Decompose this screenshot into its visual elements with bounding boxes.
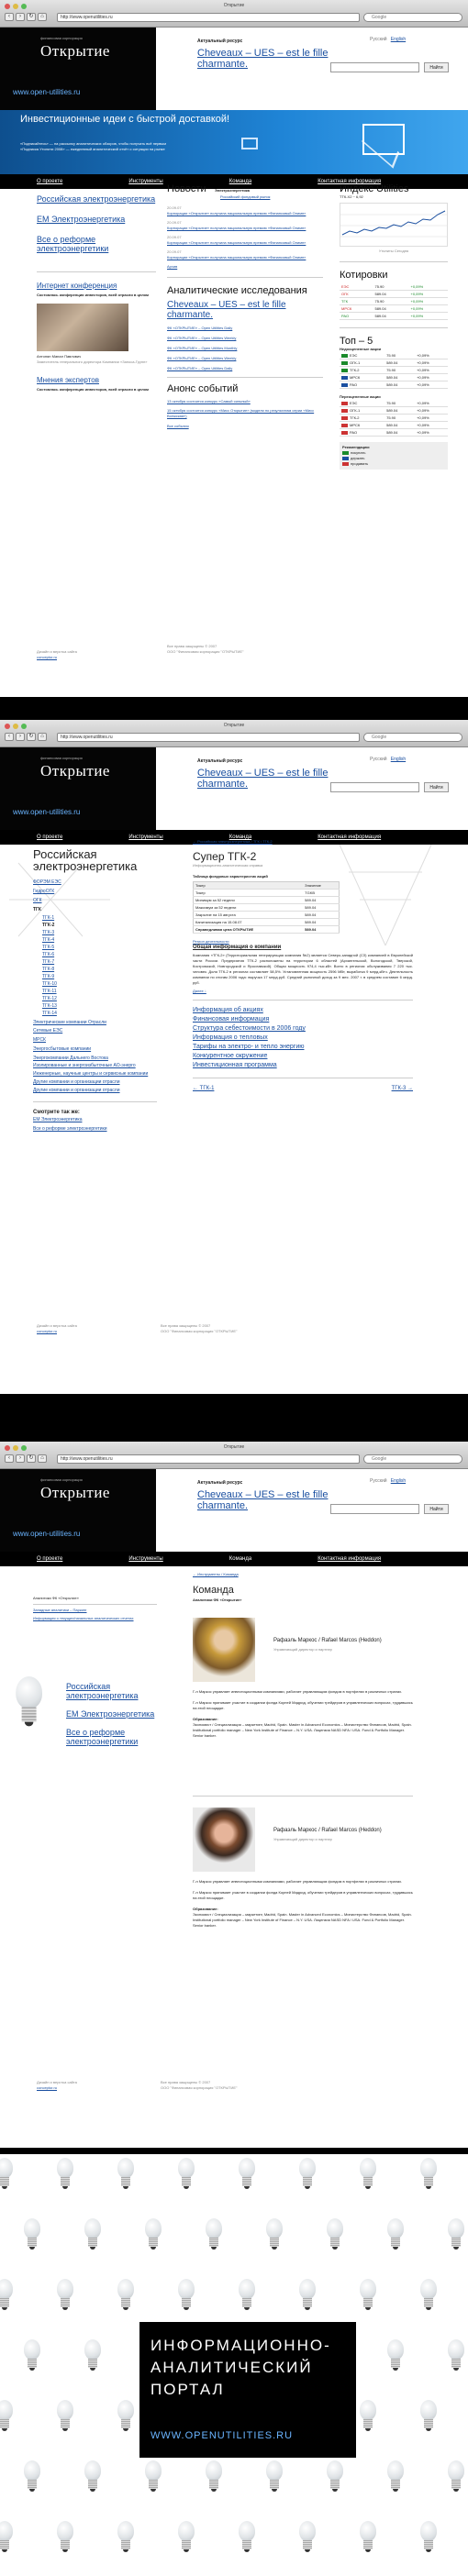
bulb-icon: [116, 2400, 136, 2435]
bulb-icon: [204, 2460, 224, 2495]
browser-search-input[interactable]: Google: [363, 13, 462, 22]
page-title: Команда: [193, 1585, 234, 1596]
back-icon[interactable]: ‹: [5, 733, 14, 741]
analyst-photo: [193, 1618, 255, 1682]
quote-row[interactable]: РАО 589.04 +0,09%: [340, 313, 448, 320]
nav-subitem[interactable]: ТГК-5: [42, 945, 55, 950]
banner-title: Инвестиционные идеи с быстрой доставкой!: [20, 114, 230, 125]
news-list: [167, 205, 323, 260]
footer-rights: Все права защищены © 2007 ООО "Финансовая корпорация "ОТКРЫТИЕ": [167, 644, 244, 654]
main-menu: [0, 1552, 468, 1566]
nav-subitem[interactable]: ТГК-6: [42, 952, 55, 957]
bulb-icon: [358, 2521, 378, 2556]
bulb-icon: [418, 2279, 439, 2314]
news-tab-energy[interactable]: Электроэнергетика: [214, 188, 251, 193]
analysts-header: Аналитики ФК «Открытие»: [193, 1598, 242, 1602]
stock-table: [193, 881, 340, 934]
footer-design: Дизайн и верстка сайта conceptor.ru: [37, 649, 77, 659]
bulb-icon: [358, 2279, 378, 2314]
nav-subitem[interactable]: ТГК-11: [42, 989, 57, 994]
research-item[interactable]: ФК «ОТКРЫТИЕ» – Open Utilities Weekly: [167, 356, 237, 360]
company-description: Компания «ТГК-2» (Территориальная генерирующая компания №2) является Северо-западной (СЗ) компанией в Европейской части России. Предприятия ТГК-2 расположены на территории 6 областей (Архангельской, Вологодской, Тверской, Костромской, Новгородской и Ярославской). Общая мощность 974,4 тыс.кВт. Всего в регионах обслуживания 7 220 тыс. человек. Доля ТГК-2 в регионах составляет 58,5%. Установленная мощность 2596 МВт, выработка 9 млрд.кВтч. Деятельность компании по итогам 2006 года: выручка 17 млрд.руб. Средний рыночный доход за 9 мес. 2007 г. в среднем составил 6 млрд. руб.: [193, 953, 413, 985]
screen-tgk2: Открытие ‹ › ↻ ⌂ http://www.openutilities.ru Google финансовая корпорация Открытие www.open-utilities.ru Актуальный ресурс Cheveaux – UES – est le fille charmante. Русский English Найти О проекте Инструменты Команда Контактная информация Российская электроэнергетика ФОРЭМ ЕЭС ГидроОГК ОГК ТГК ТГК-1 ТГК-2 ТГК-3 ТГК-4 ТГК-5 ТГК-6 ТГК-7 ТГК-8 ТГК-9 ТГК-10 ТГК-11 ТГК-12 ТГК-13 ТГК-14 Электрические компании Отрасли Сетевые ЕЭС МРСК Энергосбытовые компании Энергокомпании Дальнего Востока Изолированные и энергоизбыточные АО-энерго Инженерные, научные центры и сервисные компании Другие компании и организации отрасли Другие компании и организации отрасли Смотрите так же: ЕМ Электроэнергетика Все о реформе электроэнергетики ← Российская электроэнергетика / ТГК / ТГК-2 Супер ТГК-2 Информационно-аналитическая справка Таблица фондовых характеристик акций Тикер Значение Тикер TGKB Минимум за 52 недели 589.04 Максимум за 52 недели 589.04 Закрытие на 15 августа 589.04 Капитализация на 15.08.07 589.04 Справедливая цена ОТКРЫТИЕ 589.04 Регион деятельности Общая информация о компании Компания «ТГК-2» (Территориальная генерирующая компания №2) является Северо-западной (СЗ) компанией в Европейской части России. Предприятия ТГК-2 расположены на территории 6 областей (Архангельской, Вологодской, Тверской, Костромской, Новгородской и Ярославской). Общая мощность 974,4 тыс.кВт. Всего в регионах обслуживания 7 220 тыс. человек. Доля ТГК-2 в регионах составляет 58,5%. Установленная мощность 2596 МВт, выработка 9 млрд.кВтч. Деятельность компании по итогам 2006 года: выручка 17 млрд.руб. Средний рыночный доход за 9 мес. 2007 г. в среднем составил 6 млрд. руб. Далее ↓ Информация об акциях Финансовая информация Структура себестоимости в 2006 году Информация о тепловых Тарифы на электро- и тепло энергию Конкурентное окружение Инвестиционная программа ← ТГК-1 ТГК-3 → Дизайн и верстка сайта conceptor.ru Все права защищены © 2007 ООО "Финансовая корпорация "ОТКРЫТИЕ": [0, 720, 468, 1394]
table-row: Справедливая цена ОТКРЫТИЕ 589.04: [194, 926, 340, 934]
search-button[interactable]: Найти: [424, 782, 449, 792]
top5-row[interactable]: ЕЭС 75.90 +0,09%: [340, 352, 448, 359]
bulb-icon: [176, 2158, 196, 2193]
top5-row[interactable]: ЕЭС 75.90 +0,09%: [340, 400, 448, 407]
lang-en[interactable]: English: [390, 37, 407, 42]
analyst-card: [193, 1618, 413, 1792]
analysts-left-title: Аналитики ФК «Открытие»: [33, 1596, 79, 1600]
analyst-bio: Г-н Маркос управляет инвестиционными компаниями, работает управляющим фондом в портфелях в различных странах. Г-н Маркос принимает участие в создании фонда Корней Мадрид, обучении трейдеров в управленческих вопросах, трудившись на этой площадке. Образование: Экономист / Специализация – маркетинг, Madrid, Spain. Master in Advanced Economics – Министерство Финансов, Madrid, Spain. Institutional portfolio manager – New York Institute of Finance – N.Y. USA. Лицензия NASD NFA / USA. Fund & Portfolio Manager. Senior banker.: [193, 1879, 413, 1928]
table-row: Тикер TGKB: [194, 890, 340, 897]
left-link-reform[interactable]: Все о реформе электроэнергетики: [66, 1728, 139, 1746]
lang-en[interactable]: English: [390, 757, 407, 762]
browser-toolbar: Открытие ‹ › ↻ ⌂ http://www.openutilities.ru Google: [0, 720, 468, 747]
fund-link[interactable]: Cheveaux – UES – est le fille charmante.: [197, 1489, 329, 1511]
quotes-table: [340, 283, 448, 320]
menu-about[interactable]: О проекте: [37, 1556, 63, 1562]
see-also-link[interactable]: ЕМ Электроэнергетика: [33, 1117, 83, 1122]
quote-row[interactable]: ЕЭС 75.90 +0,09%: [340, 283, 448, 291]
top5-row[interactable]: РАО 589.04 +0,09%: [340, 429, 448, 437]
menu-about[interactable]: О проекте: [37, 835, 63, 840]
analyst-role: Управляющий директор и партнер: [273, 1837, 332, 1841]
menu-team[interactable]: Команда: [228, 1556, 252, 1562]
poster-url[interactable]: WWW.OPENUTILITIES.RU: [150, 2430, 294, 2441]
logo-brand: Открытие: [40, 42, 110, 60]
address-bar[interactable]: http://www.openutilities.ru: [57, 1454, 360, 1464]
info-link[interactable]: Финансовая информация: [193, 1016, 270, 1023]
top5-row[interactable]: ТГК-2 75.90 +0,09%: [340, 415, 448, 422]
menu-about[interactable]: О проекте: [37, 179, 63, 184]
footer-rights: Все права защищены © 2007 ООО "Финансовая корпорация "ОТКРЫТИЕ": [161, 1323, 238, 1333]
person-photo: [37, 304, 128, 351]
general-info-link[interactable]: Общая информация о компании: [193, 945, 282, 950]
footer-rights: Все права защищены © 2007 ООО "Финансовая корпорация "ОТКРЫТИЕ": [161, 2080, 238, 2090]
bulb-icon: [418, 2521, 439, 2556]
top5-row[interactable]: ТГК-2 75.90 +0,09%: [340, 367, 448, 374]
browser-search-input[interactable]: Google: [363, 733, 462, 742]
left-link-russian[interactable]: Российская электроэнергетика: [66, 1682, 139, 1700]
address-bar[interactable]: http://www.openutilities.ru: [57, 13, 360, 22]
top5-row[interactable]: РАО 589.04 +0,09%: [340, 381, 448, 389]
person-name: Антонян Манал Павлович: [37, 354, 82, 359]
fund-link[interactable]: Cheveaux – UES – est le fille charmante.: [197, 48, 329, 70]
reload-icon[interactable]: ↻: [27, 733, 36, 741]
menu-team[interactable]: Команда: [228, 179, 252, 184]
page-subtitle: Информационно-аналитическая справка: [193, 863, 263, 868]
bulb-icon: [385, 2218, 406, 2253]
bulb-icon: [237, 2521, 257, 2556]
nav-subitem[interactable]: ТГК-4: [42, 937, 55, 943]
search-button[interactable]: Найти: [424, 1504, 449, 1514]
analyst-name: Рафаэль Маркос / Rafael Marcos (Heddon): [273, 1638, 382, 1643]
next-company-link[interactable]: ТГК-3 →: [391, 1086, 413, 1091]
index-caption: Утилиты Сегодня: [378, 249, 409, 253]
forward-icon[interactable]: ›: [16, 1454, 25, 1463]
menu-tools[interactable]: Инструменты: [128, 179, 163, 184]
region-link[interactable]: Регион деятельности: [193, 939, 229, 944]
footer-design-link[interactable]: conceptor.ru: [37, 1329, 58, 1333]
index-title: Индекс Utilities: [340, 183, 409, 194]
bulb-icon: [385, 2339, 406, 2374]
info-link[interactable]: Инвестиционная программа: [193, 1062, 277, 1068]
menu-tools[interactable]: Инструменты: [128, 1556, 163, 1562]
section-title: Российская электроэнергетика: [33, 847, 138, 873]
nav-item[interactable]: ОГК: [33, 898, 42, 903]
bulb-icon: [0, 2279, 15, 2314]
table-row: Закрытие на 15 августа 589.04: [194, 912, 340, 919]
footer-design-link[interactable]: conceptor.ru: [37, 2085, 58, 2090]
events-title: Анонс событий: [167, 383, 239, 394]
nav-subitem[interactable]: ТГК-3: [42, 930, 55, 935]
experts-text: Состоялась конференция инвесторов, всей отрасли в целом: [37, 387, 149, 392]
table-header: Тикер Значение: [194, 882, 340, 890]
news-item[interactable]: 20.09.07 Корпорации «Открытие» получила национальную премию «Финансовый Олимп»: [167, 235, 306, 245]
table-row: Минимум за 52 недели 589.04: [194, 897, 340, 904]
bulb-icon: [22, 2218, 42, 2253]
news-archive-link[interactable]: Архив: [167, 264, 178, 269]
top5-row[interactable]: МРСК 589.04 +0,09%: [340, 422, 448, 429]
info-link[interactable]: Информация о тепловых: [193, 1034, 268, 1041]
actual-label: Актуальный ресурс: [197, 758, 243, 764]
home-icon[interactable]: ⌂: [38, 733, 47, 741]
bulb-icon: [83, 2339, 103, 2374]
top5-title: Топ – 5: [340, 336, 373, 347]
table-title: Таблица фондовых характеристик акций: [193, 874, 268, 879]
footer-design: Дизайн и верстка сайта conceptor.ru: [37, 1323, 77, 1333]
prev-company-link[interactable]: ← ТГК-1: [193, 1086, 215, 1091]
news-title: Новости: [167, 183, 206, 194]
search-button[interactable]: Найти: [424, 62, 449, 72]
research-item[interactable]: ФК «ОТКРЫТИЕ» – Open Utilities Monthly: [167, 346, 238, 350]
see-also-title: Смотрите так же:: [33, 1110, 80, 1115]
menu-contacts[interactable]: Контактная информация: [318, 835, 382, 840]
bulb-icon: [143, 2460, 163, 2495]
nav-item[interactable]: Энергосбытовые компании: [33, 1046, 92, 1052]
nav-subitem[interactable]: ТГК-9: [42, 974, 55, 979]
window-title: Открытие: [223, 3, 245, 8]
nav-item[interactable]: Электрические компании Отрасли: [33, 1020, 106, 1025]
bulb-icon: [22, 2339, 42, 2374]
subscribe-banner[interactable]: [0, 110, 468, 174]
bulb-icon: [237, 2279, 257, 2314]
bulb-icon: [358, 2158, 378, 2193]
menu-tools[interactable]: Инструменты: [128, 835, 163, 840]
analyst-photo: [193, 1808, 255, 1872]
research-lead[interactable]: Cheveaux – UES – est le fille charmante.: [167, 300, 286, 320]
bulb-icon: [55, 2158, 75, 2193]
bulb-icon: [297, 2521, 318, 2556]
bulb-icon: [446, 2218, 466, 2253]
info-link[interactable]: Структура себестоимости в 2006 году: [193, 1025, 306, 1032]
nav-item[interactable]: Энергокомпании Дальнего Востока: [33, 1056, 108, 1061]
bulb-icon: [446, 2460, 466, 2495]
interview-text: Состоялась конференция инвесторов, всей отрасли в целом: [37, 293, 149, 297]
bulb-icon: [55, 2521, 75, 2556]
page-title: Супер ТГК-2: [193, 850, 257, 863]
bulb-icon: [297, 2279, 318, 2314]
site-search-input[interactable]: [330, 782, 419, 792]
top5-over-title: Переоцененные акции: [340, 394, 381, 399]
person-role: Заместитель генерального директора Компании «Запоса-Групп»: [37, 359, 148, 364]
quote-row[interactable]: ОГК 589.04 +0,09%: [340, 291, 448, 298]
home-icon[interactable]: ⌂: [38, 1454, 47, 1463]
index-value: ТТК-Х2 ~ 6,92: [340, 194, 363, 199]
site-logo[interactable]: [0, 28, 156, 110]
nav-subitem[interactable]: ТГК-8: [42, 967, 55, 972]
envelope-large-icon: [362, 124, 405, 155]
recommendation-legend: Рекомендации: покупать держать продавать: [340, 442, 448, 470]
left-link-em[interactable]: ЕМ Электроэнергетика: [37, 215, 126, 224]
analyst-role: Управляющий директор и партнер: [273, 1647, 332, 1652]
fund-link[interactable]: Cheveaux – UES – est le fille charmante.: [197, 768, 329, 790]
bulb-icon: [204, 2218, 224, 2253]
screen-home: [0, 0, 468, 697]
screen-team: Открытие ‹ › ↻ ⌂ http://www.openutilities.ru Google финансовая корпорация Открытие www.open-utilities.ru Актуальный ресурс Cheveaux – UES – est le fille charmante. Русский English Найти О проекте Инструменты Команда Контактная информация Аналитики ФК «Открытие» Западные аналитики – Паркинг Информация о текущих/начальных аналитических отчетах Российская электроэнергетика ЕМ Электроэнергетика Все о реформе электроэнергетики ← Инструменты / Команда Команда Аналитики ФК «Открытие» Рафаэль Маркос / Rafael Marcos (Heddon) Управляющий директор и партнер Г-н Маркос управляет инвестиционными компаниями, работает управляющим фондом в портфелях в различных странах. Г-н Маркос принимает участие в создании фонда Корней Мадрид, обучении трейдеров в управленческих вопросах, трудившись на этой площадке. Образование: Экономист / Специализация – маркетинг, Madrid, Spain. Master in Advanced Economics – Министерство Финансов, Madrid, Spain. Institutional portfolio manager – New York Institute of Finance – N.Y. USA. Лицензия NASD NFA / USA. Fund & Portfolio Manager. Senior banker. Рафаэль Маркос / Rafael Marcos (Heddon) Управляющий директор и партнер Г-н Маркос управляет инвестиционными компаниями, работает управляющим фондом в портфелях в различных странах. Г-н Маркос принимает участие в создании фонда Корней Мадрид, обучении трейдеров в управленческих вопросах, трудившись на этой площадке. Образование: Экономист / Специализация – маркетинг, Madrid, Spain. Master in Advanced Economics – Министерство Финансов, Madrid, Spain. Institutional portfolio manager – New York Institute of Finance – N.Y. USA. Лицензия NASD NFA / USA. Fund & Portfolio Manager. Senior banker. Дизайн и верстка сайта conceptor.ru Все права защищены © 2007 ООО "Финансовая корпорация "ОТКРЫТИЕ": [0, 1442, 468, 2148]
nav-item[interactable]: Изолированные и энергоизбыточные АО-энерго: [33, 1063, 136, 1068]
portal-poster: [139, 2322, 356, 2458]
poster-title: ИНФОРМАЦИОННО- АНАЛИТИЧЕСКИЙ ПОРТАЛ: [150, 2337, 331, 2398]
events-all-link[interactable]: Все события: [167, 424, 189, 428]
logo-caption: финансовая корпорация: [40, 36, 83, 40]
top5-under-title: Недооцененные акции: [340, 347, 382, 351]
nav-item[interactable]: Инженерные, научные центры и сервисные компании: [33, 1071, 149, 1077]
top5-row[interactable]: МРСК 589.04 +0,09%: [340, 374, 448, 381]
left-link[interactable]: Информация о текущих/начальных аналитических отчетах: [33, 1616, 134, 1620]
reload-icon[interactable]: ↻: [27, 1454, 36, 1463]
table-row: Капитализация на 15.08.07 589.04: [194, 919, 340, 926]
bulb-icon: [83, 2218, 103, 2253]
experts-title[interactable]: Мнения экспертов: [37, 376, 99, 384]
left-link-em[interactable]: ЕМ Электроэнергетика: [66, 1709, 155, 1719]
nav-item[interactable]: ГидроОГК: [33, 889, 55, 894]
bulb-icon: [176, 2521, 196, 2556]
bulb-icon: [385, 2460, 406, 2495]
reload-icon[interactable]: ↻: [27, 13, 36, 21]
bulb-icon: [297, 2158, 318, 2193]
bulb-icon: [446, 2339, 466, 2374]
research-title: Аналитические исследования: [167, 285, 307, 296]
bulb-icon: [264, 2218, 284, 2253]
footer-design-link[interactable]: conceptor.ru: [37, 655, 58, 659]
nav-subitem[interactable]: ТГК-12: [42, 996, 57, 1001]
back-icon[interactable]: ‹: [5, 13, 14, 21]
bulb-icon: [55, 2279, 75, 2314]
footer-design: Дизайн и верстка сайта conceptor.ru: [37, 2080, 77, 2090]
nav-subitem[interactable]: ТГК-10: [42, 981, 57, 987]
info-link[interactable]: Конкурентное окружение: [193, 1053, 268, 1059]
logo-site: www.open-utilities.ru: [13, 88, 81, 96]
nav-item[interactable]: МРСК: [33, 1037, 46, 1043]
nav-subitem-active[interactable]: ТГК-2: [42, 923, 55, 928]
news-item[interactable]: 20.09.07 Корпорации «Открытие» получила национальную премию «Финансовый Олимп»: [167, 220, 306, 230]
section-nav: [33, 878, 157, 1094]
table-row: Максимум за 52 недели 589.04: [194, 904, 340, 912]
envelope-icon: [241, 138, 258, 149]
bulb-icon: [0, 2400, 15, 2435]
left-link-russian[interactable]: Российская электроэнергетика: [37, 194, 156, 204]
menu-contacts[interactable]: Контактная информация: [318, 1556, 382, 1562]
lang-en[interactable]: English: [390, 1478, 407, 1484]
lang-ru[interactable]: Русский: [370, 37, 387, 42]
analyst-card: [193, 1808, 413, 1982]
bulb-icon: [237, 2158, 257, 2193]
bulb-icon: [418, 2158, 439, 2193]
browser-toolbar: Открытие ‹ › ↻ ⌂ http://www.openutilities.ru Google: [0, 1442, 468, 1469]
bulb-icon: [176, 2279, 196, 2314]
nav-item[interactable]: Сетевые ЕЭС: [33, 1028, 63, 1034]
quote-row[interactable]: ТГК 75.90 +0,09%: [340, 298, 448, 305]
bulb-icon: [0, 2521, 15, 2556]
news-item[interactable]: 20.09.07 Корпорации «Открытие» получила национальную премию «Финансовый Олимп»: [167, 249, 306, 260]
top5-row[interactable]: ОГК-1 589.04 +0,09%: [340, 359, 448, 367]
site-search-input[interactable]: [330, 62, 419, 72]
analyst-bio: Г-н Маркос управляет инвестиционными компаниями, работает управляющим фондом в портфелях в различных странах. Г-н Маркос принимает участие в создании фонда Корней Мадрид, обучении трейдеров в управленческих вопросах, трудившись на этой площадке. Образование: Экономист / Специализация – маркетинг, Madrid, Spain. Master in Advanced Economics – Министерство Финансов, Madrid, Spain. Institutional portfolio manager – New York Institute of Finance – N.Y. USA. Лицензия NASD NFA / USA. Fund & Portfolio Manager. Senior banker.: [193, 1689, 413, 1738]
bulb-icon: [13, 1676, 45, 1732]
news-tab-market[interactable]: Российский фондовый рынок: [220, 194, 271, 199]
nav-item[interactable]: Другие компании и организации отрасли: [33, 1079, 120, 1085]
research-item[interactable]: ФК «ОТКРЫТИЕ» – Open Utilities Daily: [167, 366, 233, 370]
menu-contacts[interactable]: Контактная информация: [318, 179, 382, 184]
home-icon[interactable]: ⌂: [38, 13, 47, 21]
bulb-icon: [418, 2400, 439, 2435]
nav-item-active[interactable]: ТГК: [33, 907, 41, 912]
banner-text: «Подписайтесь» — на рассылку аналитических обзоров, чтобы получать всё первым «Подписка Утилити 2008» — ежедневный аналитический отчёт о ситуации на рынке: [20, 141, 167, 151]
site-logo[interactable]: финансовая корпорация Открытие www.open-utilities.ru: [0, 747, 156, 830]
analyst-name: Рафаэль Маркос / Rafael Marcos (Heddon): [273, 1828, 382, 1833]
breadcrumb[interactable]: ← Российская электроэнергетика / ТГК / ТГК-2: [193, 839, 273, 844]
nav-subitem[interactable]: ТГК-7: [42, 959, 55, 965]
more-link[interactable]: Далее ↓: [193, 989, 206, 993]
nav-subitem[interactable]: ТГК-1: [42, 915, 55, 921]
breadcrumb[interactable]: ← Инструменты / Команда: [193, 1572, 239, 1576]
browser-toolbar: [0, 0, 468, 28]
event-item[interactable]: 13 октября состоится конкурс «Самый сильный»: [167, 399, 251, 404]
research-item[interactable]: ФК «ОТКРЫТИЕ» – Open Utilities Daily: [167, 326, 233, 330]
left-link-reform[interactable]: Все о реформе электроэнергетики: [37, 235, 109, 253]
bulb-icon: [0, 2158, 15, 2193]
bulb-icon: [116, 2158, 136, 2193]
top5-row[interactable]: ОГК-1 589.04 +0,09%: [340, 407, 448, 415]
top5-under-table: [340, 352, 448, 389]
interview-title[interactable]: Интернет конференция: [37, 282, 117, 290]
bulb-icon: [55, 2400, 75, 2435]
top5-over-table: [340, 400, 448, 437]
index-chart: [340, 203, 448, 247]
nav-subitem[interactable]: ТГК-13: [42, 1003, 57, 1009]
bulb-icon: [116, 2279, 136, 2314]
quotes-title: Котировки: [340, 270, 388, 281]
nav-subitem[interactable]: ТГК-14: [42, 1011, 57, 1016]
forward-icon[interactable]: ›: [16, 733, 25, 741]
bulb-icon: [325, 2218, 345, 2253]
event-item[interactable]: 15 октября состоится конкурс «Мисс Открытие» (модели по результатам серии «Мисс Волжская»): [167, 408, 315, 418]
nav-item[interactable]: ФОРЭМ ЕЭС: [33, 879, 61, 885]
see-also-link[interactable]: Все о реформе электроэнергетики: [33, 1126, 107, 1132]
address-bar[interactable]: http://www.openutilities.ru: [57, 733, 360, 742]
left-link[interactable]: Западные аналитики – Паркинг: [33, 1608, 87, 1612]
bulb-icon: [264, 2460, 284, 2495]
quote-row[interactable]: МРСК 589.04 +0,09%: [340, 305, 448, 313]
bulb-icon: [83, 2460, 103, 2495]
actual-label: Актуальный ресурс: [197, 1480, 243, 1486]
forward-icon[interactable]: ›: [16, 13, 25, 21]
bulb-icon: [143, 2218, 163, 2253]
research-item[interactable]: ФК «ОТКРЫТИЕ» – Open Utilities Weekly: [167, 336, 237, 340]
bulb-icon: [116, 2521, 136, 2556]
site-logo[interactable]: финансовая корпорация Открытие www.open-utilities.ru: [0, 1469, 156, 1552]
site-search-input[interactable]: [330, 1504, 419, 1514]
bulb-icon: [325, 2460, 345, 2495]
actual-label: Актуальный ресурс: [197, 39, 243, 44]
news-item[interactable]: 20.09.07 Корпорации «Открытие» получила национальную премию «Финансовый Олимп»: [167, 205, 306, 216]
info-link[interactable]: Тарифы на электро- и тепло энергию: [193, 1044, 305, 1050]
back-icon[interactable]: ‹: [5, 1454, 14, 1463]
menu-team[interactable]: Команда: [228, 835, 252, 840]
browser-search-input[interactable]: Google: [363, 1454, 462, 1464]
bulb-icon: [358, 2400, 378, 2435]
nav-item[interactable]: Другие компании и организации отрасли: [33, 1088, 120, 1093]
info-link[interactable]: Информация об акциях: [193, 1007, 263, 1013]
bulb-icon: [22, 2460, 42, 2495]
